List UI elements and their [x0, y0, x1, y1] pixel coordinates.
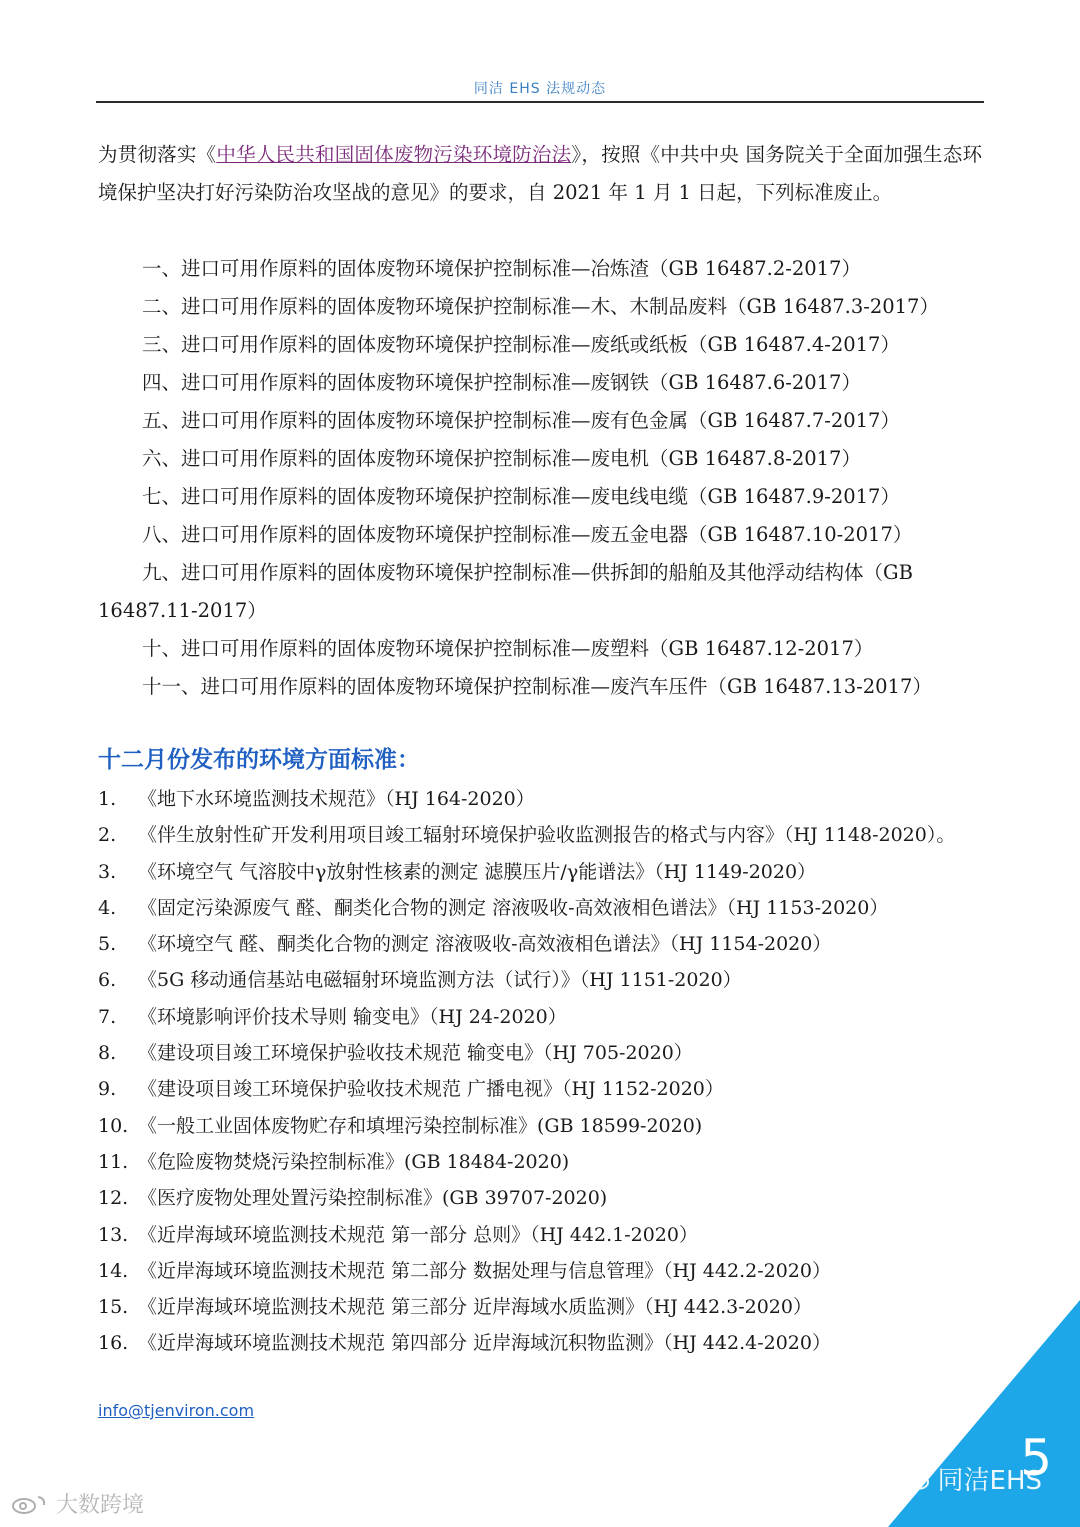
list-item: 六、进口可用作原料的固体废物环境保护控制标准—废电机（GB 16487.8-2017） [142, 447, 861, 470]
list-item: 九、进口可用作原料的固体废物环境保护控制标准—供拆卸的船舶及其他浮动结构体（GB 16487.11-2017） [98, 561, 913, 622]
item-text: 《医疗废物处理处置污染控制标准》(GB 39707-2020) [138, 1187, 608, 1210]
item-text: 《5G 移动通信基站电磁辐射环境监测方法（试行）》（HJ 1151-2020） [138, 969, 742, 992]
list-item: 十、进口可用作原料的固体废物环境保护控制标准—废塑料（GB 16487.12-2017） [142, 637, 874, 660]
list-item: 一、进口可用作原料的固体废物环境保护控制标准—冶炼渣（GB 16487.2-2017） [142, 257, 861, 280]
wechat-icon [900, 1467, 930, 1491]
item-text: 《伴生放射性矿开发利用项目竣工辐射环境保护验收监测报告的格式与内容》（HJ 1148-2020）。 [138, 824, 956, 847]
header-divider [96, 101, 984, 103]
list-item: 七、进口可用作原料的固体废物环境保护控制标准—废电线电缆（GB 16487.9-2017） [142, 485, 900, 508]
list-item [98, 817, 982, 853]
list-item [98, 1289, 982, 1325]
list-item [98, 926, 982, 962]
item-number: 10. [98, 1114, 129, 1137]
item-text: 《近岸海域环境监测技术规范 第二部分 数据处理与信息管理》（HJ 442.2-2020） [138, 1259, 831, 1282]
list-item [98, 1035, 982, 1071]
list-item [98, 854, 982, 890]
list-item [98, 1071, 982, 1107]
item-number: 5. [98, 933, 117, 956]
december-standards-list [98, 781, 982, 1362]
corner-watermark [10, 1488, 144, 1519]
list-item [98, 1253, 982, 1289]
email-link[interactable]: info@tjenviron.com [98, 1401, 255, 1420]
item-text: 《一般工业固体废物贮存和填埋污染控制标准》(GB 18599-2020) [138, 1114, 703, 1137]
item-number: 11. [98, 1150, 129, 1173]
item-text: 《环境影响评价技术导则 输变电》（HJ 24-2020） [138, 1005, 567, 1028]
item-text: 《环境空气 气溶胶中γ放射性核素的测定 滤膜压片/γ能谱法》（HJ 1149-2020） [138, 860, 817, 883]
list-item: 四、进口可用作原料的固体废物环境保护控制标准—废钢铁（GB 16487.6-2017） [142, 371, 861, 394]
list-item [98, 962, 982, 998]
list-item [98, 890, 982, 926]
list-item: 十一、进口可用作原料的固体废物环境保护控制标准—废汽车压件（GB 16487.13-2017） [142, 675, 932, 698]
brand-watermark [900, 1460, 1042, 1497]
item-text: 《建设项目竣工环境保护验收技术规范 输变电》（HJ 705-2020） [138, 1042, 693, 1065]
page-number: 5 [1020, 1429, 1052, 1487]
item-text: 《近岸海域环境监测技术规范 第四部分 近岸海域沉积物监测》（HJ 442.4-2020） [138, 1332, 831, 1355]
item-number: 12. [98, 1187, 129, 1210]
law-link[interactable]: 中华人民共和国固体废物污染环境防治法 [216, 143, 572, 166]
list-item: 三、进口可用作原料的固体废物环境保护控制标准—废纸或纸板（GB 16487.4-2017） [142, 333, 900, 356]
section-heading: 十二月份发布的环境方面标准： [98, 747, 420, 773]
item-number: 1. [98, 788, 117, 810]
list-item [98, 1108, 982, 1144]
item-text: 《近岸海域环境监测技术规范 第三部分 近岸海域水质监测》（HJ 442.3-2020） [138, 1296, 812, 1319]
list-item [98, 1144, 982, 1180]
header-title: 同洁 EHS 法规动态 [473, 81, 607, 97]
item-text: 《危险废物焚烧污染控制标准》(GB 18484-2020) [138, 1150, 570, 1173]
item-number: 3. [98, 860, 117, 883]
item-text: 《建设项目竣工环境保护验收技术规范 广播电视》（HJ 1152-2020） [138, 1078, 724, 1101]
item-number: 8. [98, 1042, 117, 1065]
item-number: 4. [98, 896, 117, 919]
item-number: 2. [98, 824, 117, 847]
list-item [98, 999, 982, 1035]
intro-open-quote: 《 [196, 143, 217, 166]
list-item: 五、进口可用作原料的固体废物环境保护控制标准—废有色金属（GB 16487.7-2017） [142, 409, 900, 432]
item-number: 9. [98, 1078, 117, 1101]
intro-rest: ，按照《中共中央 国务院关于全面加强生态环境保护坚决打好污染防治攻坚战的意见》的要求，自 2021 年 1 月 1 日起，下列标准废止。 [98, 143, 982, 204]
list-item: 二、进口可用作原料的固体废物环境保护控制标准—木、木制品废料（GB 16487.3-2017） [142, 295, 939, 318]
weibo-icon [10, 1493, 50, 1515]
intro-prefix: 为贯彻落实 [98, 143, 197, 166]
list-item [98, 781, 982, 817]
item-number: 13. [98, 1223, 129, 1246]
list-item [98, 1217, 982, 1253]
item-text: 《环境空气 醛、酮类化合物的测定 溶液吸收-高效液相色谱法》（HJ 1154-2020） [138, 933, 832, 956]
item-number: 7. [98, 1005, 117, 1028]
item-number: 6. [98, 969, 117, 992]
list-item: 八、进口可用作原料的固体废物环境保护控制标准—废五金电器（GB 16487.10-2017） [142, 523, 913, 546]
brand-watermark-text: 同洁EHS [937, 1466, 1042, 1496]
list-item [98, 1325, 982, 1361]
list-item [98, 1180, 982, 1216]
item-number: 15. [98, 1296, 129, 1319]
abolished-standards-list [98, 250, 982, 706]
intro-close-quote: 》 [571, 143, 582, 166]
corner-watermark-text: 大数跨境 [56, 1493, 145, 1518]
item-text: 《近岸海域环境监测技术规范 第一部分 总则》（HJ 442.1-2020） [138, 1223, 698, 1246]
item-number: 16. [98, 1332, 129, 1355]
intro-paragraph [98, 136, 982, 212]
item-text: 《地下水环境监测技术规范》（HJ 164-2020） [138, 788, 535, 810]
item-text: 《固定污染源废气 醛、酮类化合物的测定 溶液吸收-高效液相色谱法》（HJ 1153-2020） [138, 896, 889, 919]
item-number: 14. [98, 1259, 129, 1282]
